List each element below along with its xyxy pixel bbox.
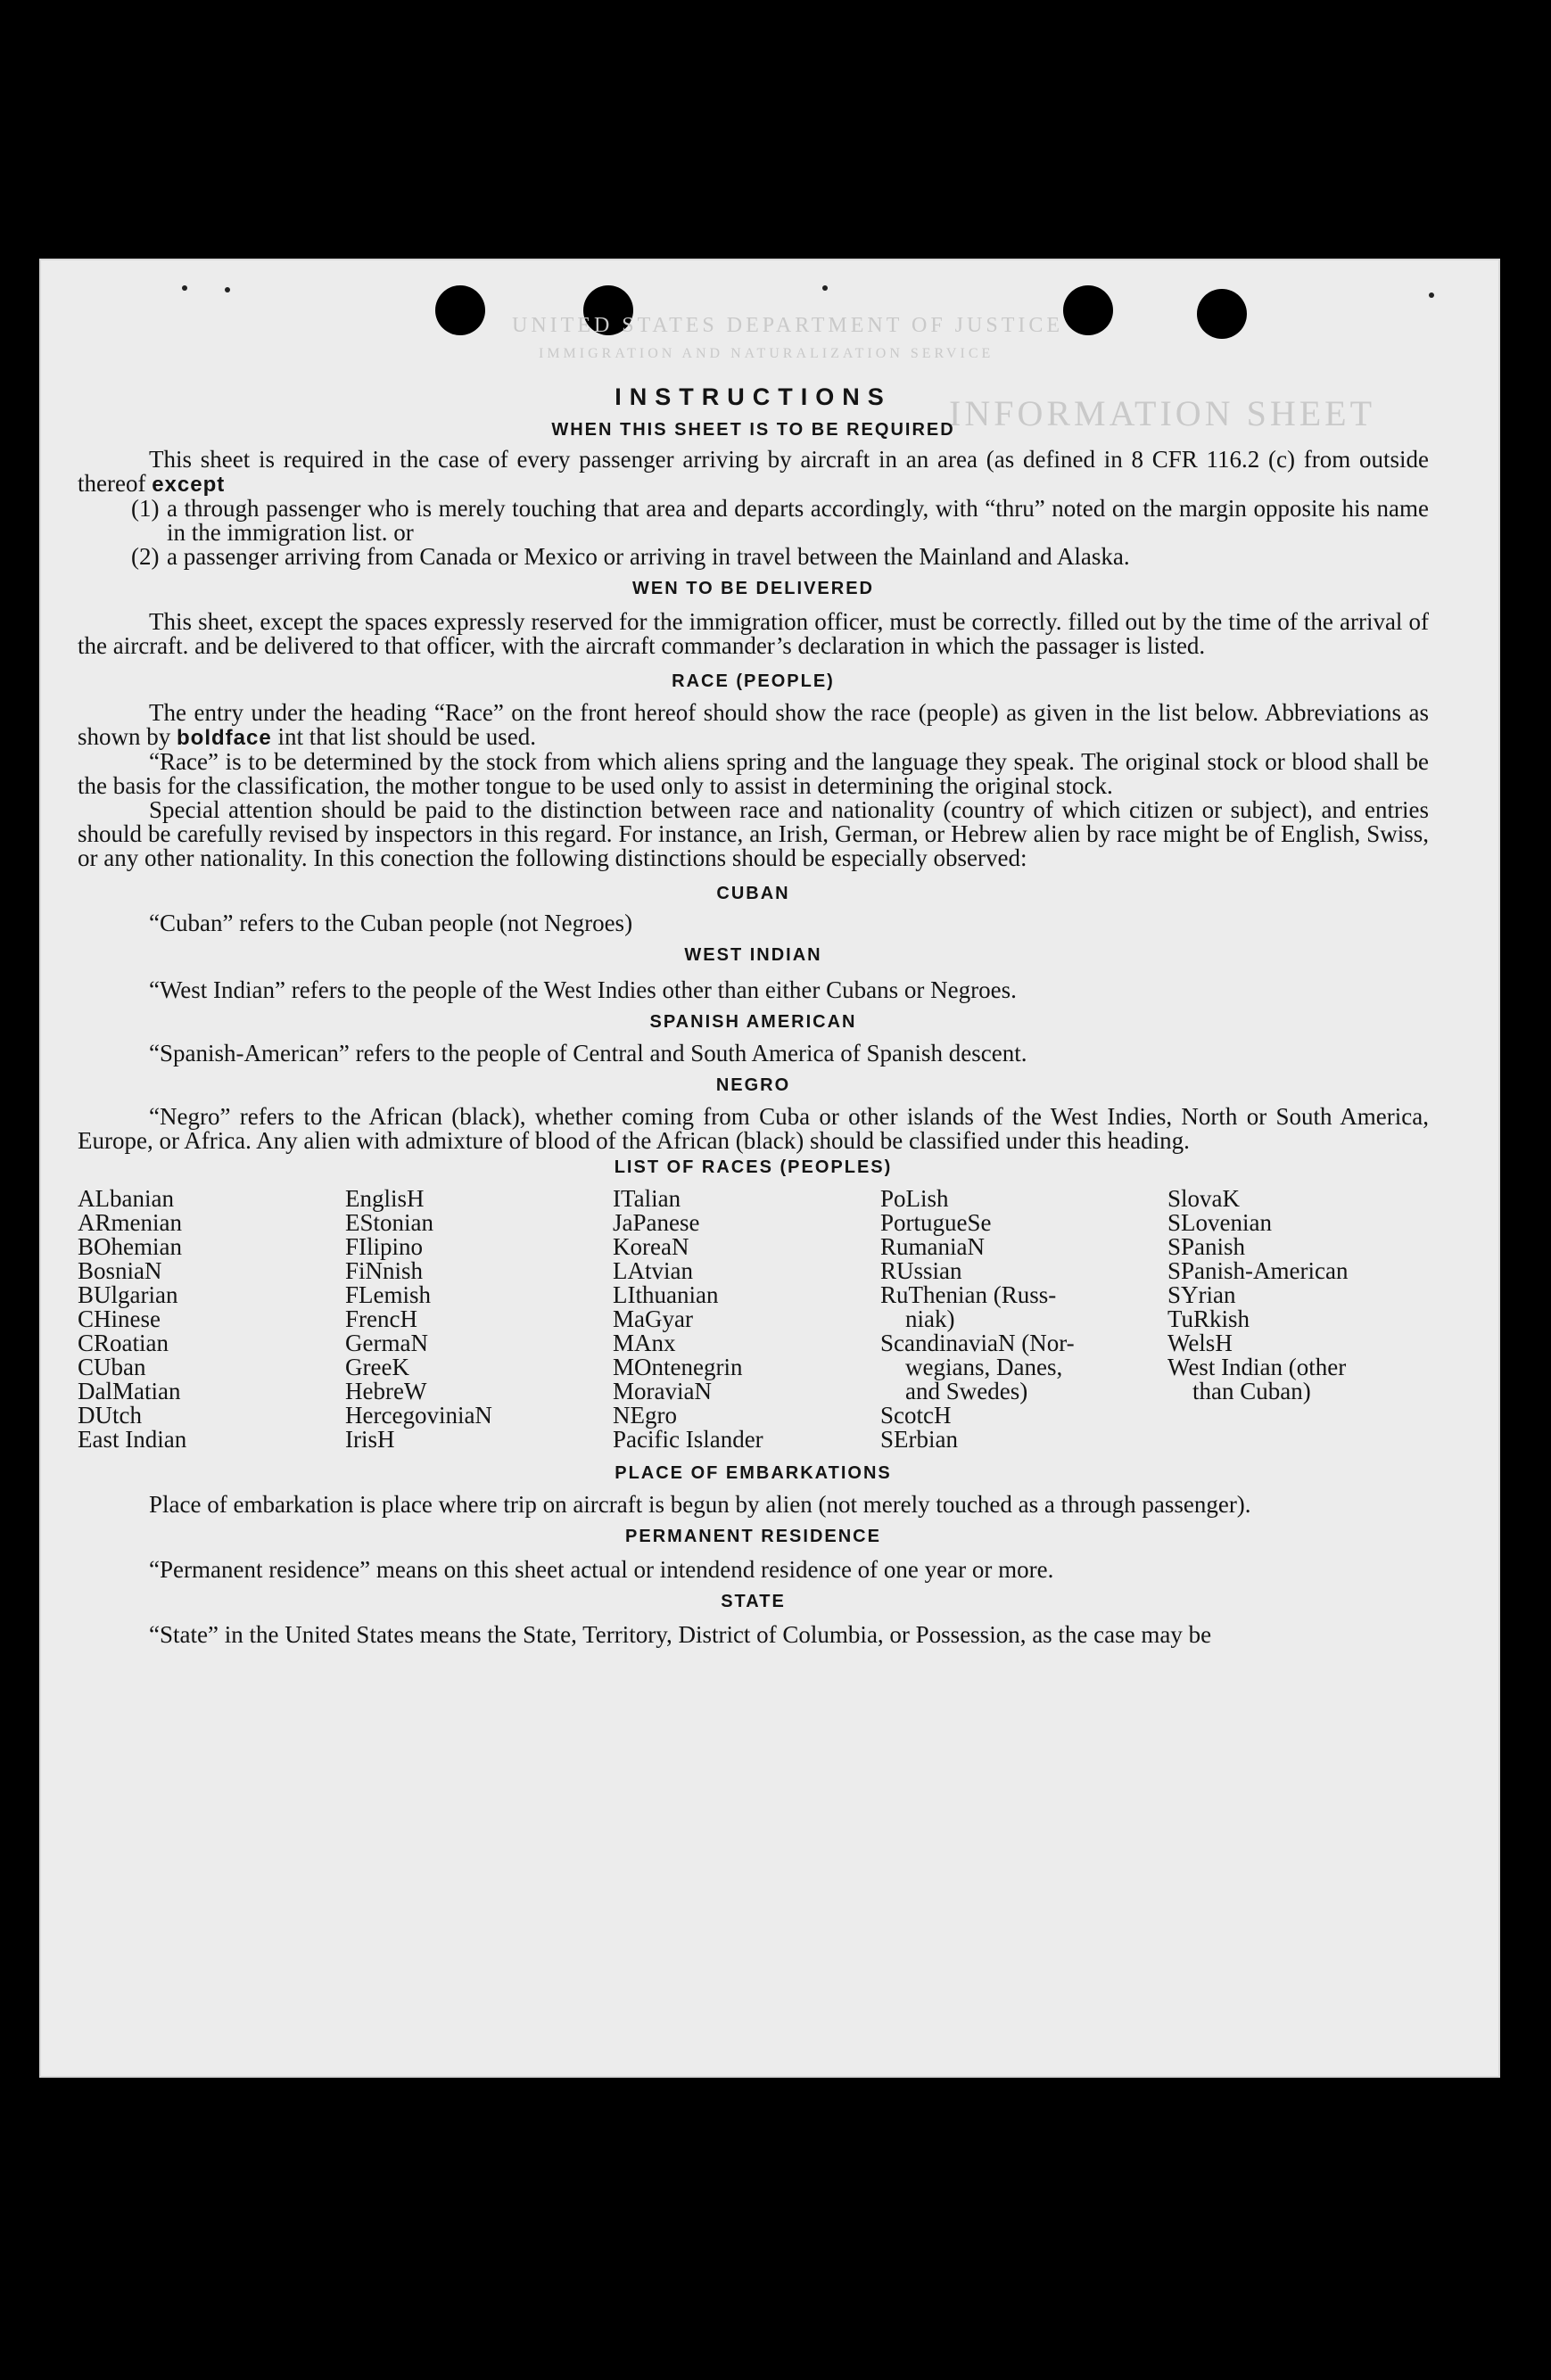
race-item: BosniaN <box>78 1257 162 1284</box>
race-item: BUlgarian <box>78 1281 178 1308</box>
race-item: SPanish-American <box>1167 1257 1349 1284</box>
race-item: DalMatian <box>78 1378 181 1404</box>
race-column-2 <box>345 1187 613 1452</box>
race-paragraph-1: The entry under the heading “Race” on the front hereof should show the race (people) as given in the list below. Abbreviations as shown by boldface int that list should be used. <box>78 699 1429 750</box>
spanish-american-paragraph: “Spanish-American” refers to the people of Central and South America of Spanish descent. <box>149 1040 1027 1066</box>
race-item: ALbanian <box>78 1185 174 1212</box>
race-item: EnglisH <box>345 1185 425 1212</box>
list-item: (1) a through passenger who is merely touching that area and departs accordingly, with “thru” noted on the margin opposite his name in the immigration list. or <box>131 495 1429 546</box>
race-column-3 <box>613 1187 880 1452</box>
race-item: SlovaK <box>1167 1185 1240 1212</box>
binder-hole-1 <box>435 285 485 335</box>
race-item: LAtvian <box>613 1257 693 1284</box>
instructions-content <box>78 383 1429 1647</box>
race-item: MOntenegrin <box>613 1354 743 1380</box>
race-item: CUban <box>78 1354 146 1380</box>
race-column-4 <box>880 1187 1167 1452</box>
except-emphasis: except <box>152 473 226 497</box>
race-item: JaPanese <box>613 1209 700 1236</box>
race-item: Pacific Islander <box>613 1426 763 1453</box>
delivered-paragraph: This sheet, except the spaces expressly reserved for the immigration officer, must be correctly. filled out by the time of the arrival of the aircraft. and be delivered to that officer, with the aircraft commander’s declaration in which the passager is listed. <box>78 608 1429 659</box>
residence-paragraph: “Permanent residence” means on this sheet actual or intendend residence of one year or more. <box>149 1556 1054 1583</box>
race-item: MaGyar <box>613 1305 693 1332</box>
race-item: HercegoviniaN <box>345 1402 492 1429</box>
section-heading-cuban: CUBAN <box>716 884 790 903</box>
section-heading-embarkation: PLACE OF EMBARKATIONS <box>615 1463 892 1483</box>
race-item: PoLish <box>880 1185 949 1212</box>
race-item: BOhemian <box>78 1233 182 1260</box>
race-item: West Indian (other <box>1167 1354 1347 1380</box>
race-item: ARmenian <box>78 1209 182 1236</box>
race-item: FiNnish <box>345 1257 424 1284</box>
negro-paragraph: “Negro” refers to the African (black), whether coming from Cuba or other islands of the West Indies, North or South America, Europe, or Africa. Any alien with admixture of blood of the African (black) should be classified under this heading. <box>78 1103 1429 1154</box>
binder-hole-3 <box>1063 285 1113 335</box>
race-item: RUssian <box>880 1257 962 1284</box>
race-item: MAnx <box>613 1330 676 1356</box>
required-paragraph: This sheet is required in the case of every passenger arriving by aircraft in an area (as defined in 8 CFR 116.2 (c) from outside thereof except <box>78 446 1429 497</box>
race-item: FrencH <box>345 1305 417 1332</box>
list-item: (2) a passenger arriving from Canada or Mexico or arriving in travel between the Mainland and Alaska. <box>131 543 1130 570</box>
section-heading-race: RACE (PEOPLE) <box>672 671 835 691</box>
section-heading-when-delivered: WEN TO BE DELIVERED <box>632 579 874 598</box>
race-item: KoreaN <box>613 1233 689 1260</box>
speck <box>225 287 230 292</box>
race-item: ScotcH <box>880 1402 952 1429</box>
page-title: INSTRUCTIONS <box>615 383 892 410</box>
section-heading-when-required: WHEN THIS SHEET IS TO BE REQUIRED <box>551 420 955 440</box>
section-heading-negro: NEGRO <box>715 1075 791 1095</box>
race-item: CHinese <box>78 1305 161 1332</box>
race-item: EStonian <box>345 1209 433 1236</box>
section-heading-west-indian: WEST INDIAN <box>684 945 822 965</box>
binder-hole-4 <box>1197 289 1247 339</box>
race-item: TuRkish <box>1167 1305 1250 1332</box>
race-item: SErbian <box>880 1426 958 1453</box>
race-item: SYrian <box>1167 1281 1236 1308</box>
speck <box>822 285 828 291</box>
race-item: IrisH <box>345 1426 395 1453</box>
race-paragraph-2: “Race” is to be determined by the stock from which aliens spring and the language they speak. The original stock or blood shall be the basis for the classification, the mother tongue to be used only to assist in determining the original stock. <box>78 748 1429 799</box>
race-item: MoraviaN <box>613 1378 712 1404</box>
speck <box>1429 292 1434 298</box>
section-heading-state: STATE <box>721 1592 786 1611</box>
race-item: SLovenian <box>1167 1209 1272 1236</box>
race-item: ScandinaviaN (Nor- <box>880 1330 1075 1356</box>
race-item: PortugueSe <box>880 1209 992 1236</box>
section-heading-residence: PERMANENT RESIDENCE <box>625 1527 881 1546</box>
show-through-text: IMMIGRATION AND NATURALIZATION SERVICE <box>539 346 994 361</box>
race-list-grid <box>78 1187 1429 1452</box>
race-item: RumaniaN <box>880 1233 985 1260</box>
west-indian-paragraph: “West Indian” refers to the people of the West Indies other than either Cubans or Negroes. <box>149 976 1017 1003</box>
speck <box>182 285 187 291</box>
race-item: FIlipino <box>345 1233 424 1260</box>
show-through-text: INFORMATION SHEET <box>949 393 1375 433</box>
race-paragraph-3: Special attention should be paid to the distinction between race and nationality (country of which citizen or subject), and entries should be carefully revised by inspectors in this regard. For instance, an Irish, German, or Hebrew alien by race might be of English, Swiss, or any other nationality. In this conection the following distinctions should be especially observed: <box>78 796 1429 871</box>
section-heading-list-of-races: LIST OF RACES (PEOPLES) <box>614 1157 893 1177</box>
race-item: WelsH <box>1167 1330 1233 1356</box>
cuban-paragraph: “Cuban” refers to the Cuban people (not Negroes) <box>149 910 633 936</box>
state-paragraph: “State” in the United States means the State, Territory, District of Columbia, or Possession, as the case may be <box>149 1621 1212 1648</box>
race-column-5 <box>1167 1187 1429 1452</box>
race-item: ITalian <box>613 1185 681 1212</box>
race-column-1 <box>78 1187 345 1452</box>
race-item: East Indian <box>78 1426 187 1453</box>
race-item: DUtch <box>78 1402 142 1429</box>
show-through-text: UNITED STATES DEPARTMENT OF JUSTICE <box>512 314 1064 337</box>
race-item: wegians, Danes, <box>905 1354 1063 1380</box>
race-item: than Cuban) <box>1192 1378 1311 1404</box>
race-item: RuThenian (Russ- <box>880 1281 1057 1308</box>
document-sheet <box>39 259 1500 2078</box>
race-item: SPanish <box>1167 1233 1246 1260</box>
race-item: NEgro <box>613 1402 677 1429</box>
race-item: HebreW <box>345 1378 427 1404</box>
boldface-emphasis: boldface <box>177 726 272 750</box>
race-item: and Swedes) <box>905 1378 1028 1404</box>
race-item: niak) <box>905 1305 955 1332</box>
race-item: FLemish <box>345 1281 432 1308</box>
race-item: GreeK <box>345 1354 409 1380</box>
race-item: GermaN <box>345 1330 428 1356</box>
embarkation-paragraph: Place of embarkation is place where trip on aircraft is begun by alien (not merely touched as a through passenger). <box>149 1491 1251 1518</box>
race-item: CRoatian <box>78 1330 169 1356</box>
section-heading-spanish-american: SPANISH AMERICAN <box>649 1012 857 1032</box>
race-item: LIthuanian <box>613 1281 719 1308</box>
